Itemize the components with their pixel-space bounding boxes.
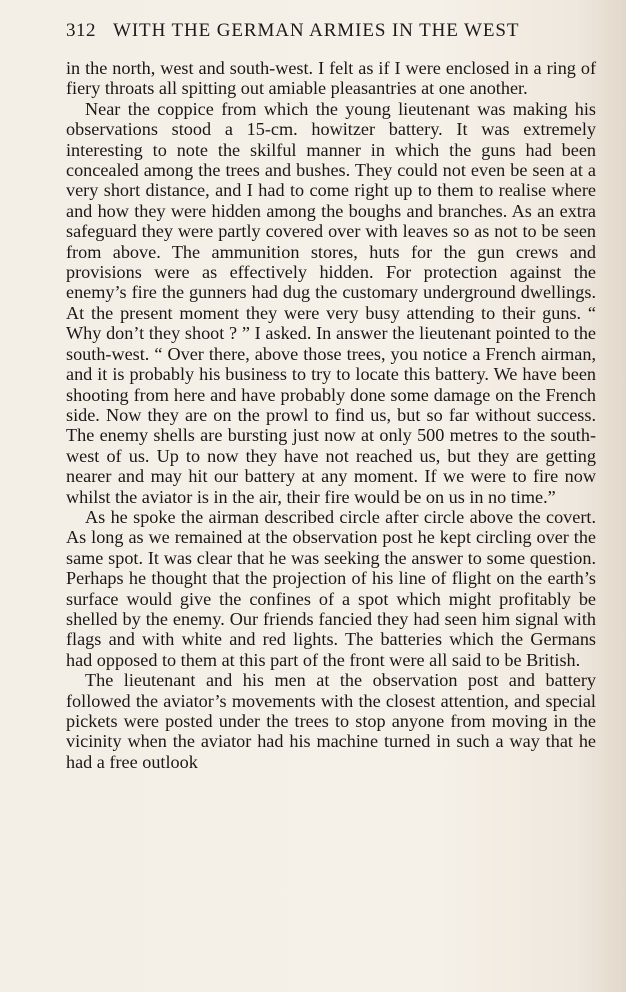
paragraph: The lieutenant and his men at the observation post and battery followed the aviator’s movements with the closest attention, and special pickets were posted under the trees to stop anyone from moving in the vicinity when the aviator had his machine turned in such a way that he had a free outlook [66,670,596,772]
paragraph-continued: in the north, west and south-west. I felt as if I were enclosed in a ring of fiery throats all spitting out amiable pleasantries at one another. [66,58,596,99]
page-number: 312 [66,20,96,41]
running-title: WITH THE GERMAN ARMIES IN THE WEST [113,20,520,41]
paragraph: As he spoke the airman described circle after circle above the covert. As long as we remained at the observation post he kept circling over the same spot. It was clear that he was seeking the answer to some question. Perhaps he thought that the projection of his line of flight on the earth’s surface would give the confines of a spot which might profitably be shelled by the enemy. Our friends fancied they had seen him signal with flags and with white and red lights. The batteries which the Germans had opposed to them at this part of the front were all said to be British. [66,506,596,670]
body-text [66,58,596,772]
page-header [66,18,596,46]
paragraph: Near the coppice from which the young lieutenant was making his observations stood a 15-cm. howitzer battery. It was extremely interesting to note the skilful manner in which the guns had been concealed among the trees and bushes. They could not even be seen at a very short distance, and I had to come right up to them to realise where and how they were hidden among the boughs and branches. As an extra safeguard they were partly covered over with leaves so as not to be seen from above. The ammunition stores, huts for the gun crews and provisions were as effectively hidden. For protection against the enemy’s fire the gunners had dug the customary underground dwellings. At the present moment they were very busy attending to their guns. “ Why don’t they shoot ? ” I asked. In answer the lieutenant pointed to the south-west. “ Over there, above those trees, you notice a French airman, and it is probably his business to try to locate this battery. We have been shooting from here and have probably done some damage on the French side. Now they are on the prowl to find us, but so far without success. The enemy shells are bursting just now at only 500 metres to the south-west of us. Up to now they have not reached us, but they are getting nearer and may hit our battery at any moment. If we were to fire now whilst the aviator is in the air, their fire would be on us in no time.” [66,98,596,507]
